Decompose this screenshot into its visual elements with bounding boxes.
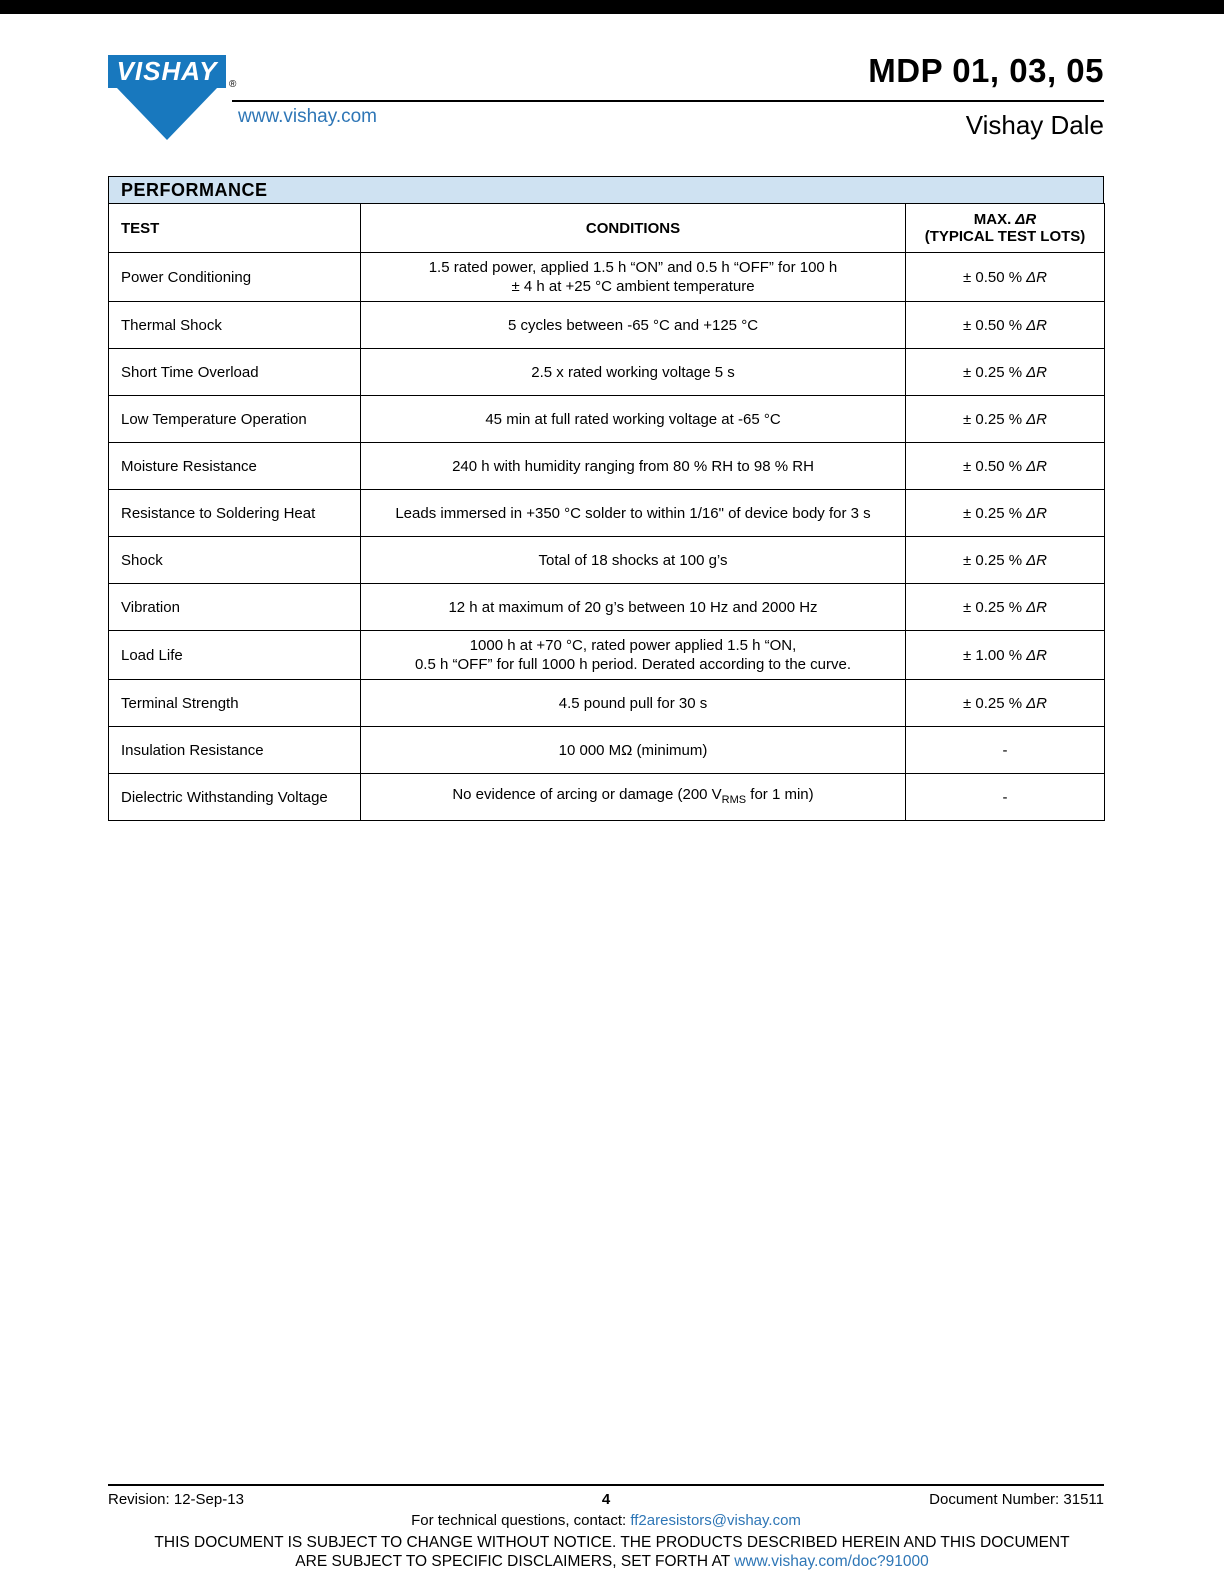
table-header-row <box>109 204 1105 253</box>
top-black-bar <box>0 0 1224 14</box>
disclaimer-line1: THIS DOCUMENT IS SUBJECT TO CHANGE WITHOUT NOTICE. THE PRODUCTS DESCRIBED HEREIN AND THIS DOCUMENT <box>154 1534 1070 1551</box>
delta-r-symbol: ΔR <box>1026 598 1047 616</box>
delta-r-symbol: ΔR <box>1026 410 1047 428</box>
conditions-cell <box>361 253 906 302</box>
test-cell: Low Temperature Operation <box>109 396 361 443</box>
conditions-cell: 2.5 x rated working voltage 5 s <box>361 349 906 396</box>
max-cell: ± 0.25 % ΔR <box>906 584 1105 631</box>
test-cell: Insulation Resistance <box>109 727 361 774</box>
col-header-max: MAX. ΔR (TYPICAL TEST LOTS) <box>906 204 1105 253</box>
conditions-cell: Leads immersed in +350 °C solder to within 1/16" of device body for 3 s <box>361 490 906 537</box>
conditions-cell: 240 h with humidity ranging from 80 % RH to 98 % RH <box>361 443 906 490</box>
conditions-cell: 10 000 MΩ (minimum) <box>361 727 906 774</box>
table-row <box>109 727 1105 774</box>
conditions-cell <box>361 631 906 680</box>
vishay-logo <box>108 55 248 147</box>
max-cell: ± 0.50 % ΔR <box>906 253 1105 302</box>
disclaimer-line2: ARE SUBJECT TO SPECIFIC DISCLAIMERS, SET FORTH AT www.vishay.com/doc?91000 <box>295 1553 929 1570</box>
page-number: 4 <box>601 1491 611 1508</box>
col-header-conditions: CONDITIONS <box>361 204 906 253</box>
table-row <box>109 774 1105 821</box>
registered-trademark-icon: ® <box>229 79 237 90</box>
delta-r-symbol: ΔR <box>1026 551 1047 569</box>
delta-r-symbol: ΔR <box>1026 504 1047 522</box>
table-row <box>109 490 1105 537</box>
conditions-cell: 5 cycles between -65 °C and +125 °C <box>361 302 906 349</box>
test-cell: Thermal Shock <box>109 302 361 349</box>
conditions-cell: 4.5 pound pull for 30 s <box>361 680 906 727</box>
max-cell: - <box>906 774 1105 821</box>
product-title: MDP 01, 03, 05 <box>868 52 1104 89</box>
disclaimer <box>0 1533 1224 1571</box>
test-cell: Moisture Resistance <box>109 443 361 490</box>
test-cell: Vibration <box>109 584 361 631</box>
table-row <box>109 631 1105 680</box>
table-row <box>109 396 1105 443</box>
delta-r-symbol: ΔR <box>1026 694 1047 712</box>
performance-table <box>108 203 1105 821</box>
subscript-rms: RMS <box>721 793 747 806</box>
test-cell: Power Conditioning <box>109 253 361 302</box>
max-cell: ± 0.25 % ΔR <box>906 396 1105 443</box>
footer-meta <box>108 1491 1104 1508</box>
max-cell: ± 0.25 % ΔR <box>906 349 1105 396</box>
division-name: Vishay Dale <box>965 110 1104 140</box>
test-cell: Short Time Overload <box>109 349 361 396</box>
document-number: Document Number: 31511 <box>929 1491 1104 1508</box>
max-cell: ± 0.25 % ΔR <box>906 490 1105 537</box>
vishay-wordmark: VISHAY <box>108 55 226 88</box>
condition-line: 0.5 h “OFF” for full 1000 h period. Derated according to the curve. <box>414 656 852 673</box>
contact-line: For technical questions, contact: ff2aresistors@vishay.com <box>411 1512 801 1529</box>
vishay-triangle-icon <box>117 88 217 140</box>
max-cell: ± 0.50 % ΔR <box>906 443 1105 490</box>
table-row <box>109 349 1105 396</box>
table-row <box>109 584 1105 631</box>
revision-text: Revision: 12-Sep-13 <box>108 1491 244 1508</box>
test-cell: Resistance to Soldering Heat <box>109 490 361 537</box>
delta-r-symbol: ΔR <box>1015 211 1037 228</box>
max-cell: ± 0.50 % ΔR <box>906 302 1105 349</box>
footer-divider <box>108 1484 1104 1486</box>
condition-line: 1.5 rated power, applied 1.5 h “ON” and 0.5 h “OFF” for 100 h <box>428 259 838 276</box>
test-cell: Shock <box>109 537 361 584</box>
condition-line: ± 4 h at +25 °C ambient temperature <box>511 278 755 295</box>
max-cell: ± 0.25 % ΔR <box>906 537 1105 584</box>
vishay-website-link[interactable]: www.vishay.com <box>238 106 378 127</box>
conditions-cell: Total of 18 shocks at 100 g’s <box>361 537 906 584</box>
delta-r-symbol: ΔR <box>1026 457 1047 475</box>
delta-r-symbol: ΔR <box>1026 316 1047 334</box>
max-cell: - <box>906 727 1105 774</box>
delta-r-symbol: ΔR <box>1026 646 1047 664</box>
table-row <box>109 537 1105 584</box>
max-cell: ± 1.00 % ΔR <box>906 631 1105 680</box>
delta-r-symbol: ΔR <box>1026 268 1047 286</box>
delta-r-symbol: ΔR <box>1026 363 1047 381</box>
conditions-cell: 12 h at maximum of 20 g’s between 10 Hz and 2000 Hz <box>361 584 906 631</box>
table-row <box>109 302 1105 349</box>
header-divider <box>232 100 1104 102</box>
conditions-cell: 45 min at full rated working voltage at -65 °C <box>361 396 906 443</box>
performance-section-header: PERFORMANCE <box>108 176 1104 204</box>
test-cell: Dielectric Withstanding Voltage <box>109 774 361 821</box>
test-cell: Terminal Strength <box>109 680 361 727</box>
contact-email-link[interactable]: ff2aresistors@vishay.com <box>630 1512 801 1529</box>
disclaimer-link[interactable]: www.vishay.com/doc?91000 <box>734 1553 929 1570</box>
max-cell: ± 0.25 % ΔR <box>906 680 1105 727</box>
conditions-cell: No evidence of arcing or damage (200 $V_{RMS}$ for 1 min) <box>361 774 906 821</box>
table-row <box>109 680 1105 727</box>
col-header-test: TEST <box>109 204 361 253</box>
table-row <box>109 443 1105 490</box>
table-row <box>109 253 1105 302</box>
test-cell: Load Life <box>109 631 361 680</box>
condition-line: 1000 h at +70 °C, rated power applied 1.5 h “ON, <box>469 637 797 654</box>
